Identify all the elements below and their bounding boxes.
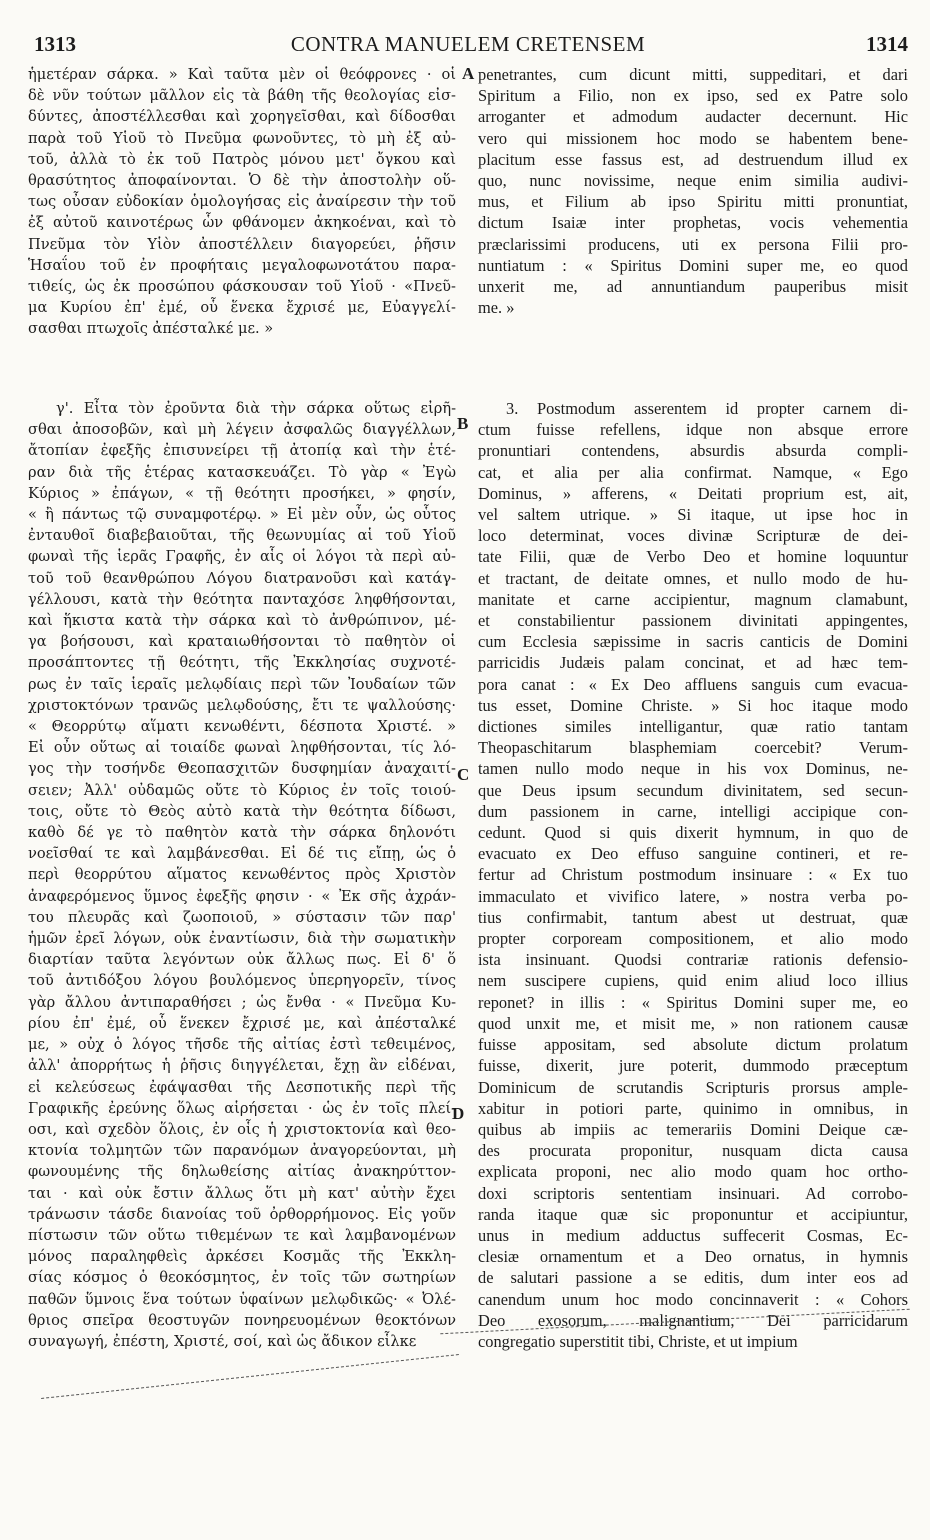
text-line: Spiritum a Filio, non ex ipso, sed ex Patre solo	[478, 86, 908, 106]
text-line: penetrantes, cum dicunt mitti, suppeditari, et dari	[478, 65, 908, 84]
text-line: Theopaschitarum blasphemiam coercebit? Verum-	[478, 738, 908, 758]
text-line: νοεῖσθαί τε καὶ λαμβάνεσθαι. Εἰ δέ τις εἴπῃ, ὡς ὁ	[28, 845, 456, 863]
text-line: εἰ κελεύσεως ἐφάψασθαι τῆς Δεσποτικῆς περὶ τῆς	[28, 1078, 456, 1096]
text-line: pronuntiari contendens, absurdis absurda compli-	[478, 441, 908, 461]
text-line: dictum Isaiæ inter prophetas, vocis vehementia	[478, 213, 908, 233]
text-line: ρως ἐν ταῖς ἱεραῖς μελῳδίαις περὶ τῶν Ἰουδαίων τῶν	[28, 675, 456, 693]
text-line: tius confirmabit, tantum abest ut destruat, quæ	[478, 907, 908, 927]
text-line: καὶ ἥκιστα κατὰ τὴν σάρκα καὶ τὸ ἀνθρώπινον, μέ-	[28, 612, 456, 630]
text-line: ραν διὰ τῆς ἑτέρας κατασκευάζει. Τὸ γὰρ « Ἐγὼ	[28, 463, 456, 481]
text-line: δύντες, ἀποστέλλεσθαι καὶ χορηγεῖσθαι, καὶ δίδοσθαι	[28, 108, 456, 126]
text-line: ται · καὶ οὐκ ἔστιν ἄλλως ὅτι μὴ κατ' αὐτὴν ἔχει	[28, 1184, 456, 1202]
text-line: διαρτίαν ταῦτα λεγόντων οὐκ ἄλλως πως. Εἰ δ' ὅ	[28, 951, 456, 969]
text-line: nem suscipere cupiens, quid enim aliud loco illius	[478, 971, 908, 991]
text-line: Πνεῦμα τὸν Υἱὸν ἀποστέλλειν διαγορεύει, ῥῆσιν	[28, 235, 456, 253]
latin-column-main	[478, 398, 908, 1352]
text-line: cedunt. Quod si quis dixerit hymnum, in quo de	[478, 823, 908, 843]
text-line: οσι, καὶ σχεδὸν ὅλοις, ἐν οἷς ἡ χριστοκτονία καὶ θεο-	[28, 1120, 456, 1138]
text-line: de salutari passione a se editis, dum inter eos ad	[478, 1268, 908, 1288]
text-line: explicata proponi, nec alio modo quam hoc ortho-	[478, 1162, 908, 1182]
text-line: γος τὴν τοσήνδε Θεοπασχιτῶν δυσφημίαν ἀναχαιτί-	[28, 760, 456, 778]
text-line: quo, nunc novissime, neque enim similia audivi-	[478, 171, 908, 191]
text-line: des procurata proponitur, nusquam dicta causa	[478, 1141, 908, 1161]
text-line: immaculato et vivifico latere, » nostra verba po-	[478, 886, 908, 906]
page-number-left: 1313	[34, 32, 76, 56]
text-line: τως οὖσαν εὐδοκίαν ὁμολογήσας εἰς ἀναίρεσιν τὴν τοῦ	[28, 193, 456, 211]
text-line: σειεν; Ἀλλ' οὐδαμῶς οὔτε τὸ Κύριος ἐν τοῖς τοιού-	[28, 781, 456, 799]
text-line: γ'. Εἶτα τὸν ἐροῦντα διὰ τὴν σάρκα οὕτως εἰρῆ-	[56, 400, 456, 417]
text-line: præclarissimi producens, uti ex persona Filii pro-	[478, 234, 908, 254]
text-line: φωναὶ τῆς ἱερᾶς Γραφῆς, ἐν αἷς οἱ λόγοι τὰ περὶ αὐ-	[28, 548, 456, 566]
text-line: 3. Postmodum asserentem id propter carnem di-	[506, 399, 908, 418]
text-line: τοῦ ἀντιδόξου λόγου βουλόμενος ὑπερηγορεῖν, τίνος	[28, 972, 456, 990]
text-line: του πλευρᾶς καὶ ζωοποιοῦ, » σύστασιν τῶν παρ'	[28, 908, 456, 926]
text-line: et tractant, de deitate omnes, et nullo modo de hu-	[478, 568, 908, 588]
text-line: γὰρ ἄλλου ἀντιπαραθήσει ; ὡς ἔνθα · « Πνεῦμα Κυ-	[28, 993, 456, 1011]
text-line: περὶ θεορρύτου αἵματος κενωθέντος πρὸς Χριστὸν	[28, 866, 456, 884]
latin-section-3	[478, 398, 908, 1352]
text-line: θριος σπεῖρα θεοστυγῶν πονηρευομένων θεοκτόνων	[28, 1311, 456, 1329]
text-line: randa itaque quæ sic proponuntur et accipiuntur,	[478, 1204, 908, 1224]
margin-marker-b: B	[457, 414, 469, 433]
text-line: unxerit me, ad annuntiandum pauperibus misit	[478, 277, 908, 297]
text-line: μα Κυρίου ἐπ' ἐμέ, οὗ ἕνεκα ἔχρισέ με, Εὐαγγελί-	[28, 299, 456, 317]
text-line: ἄτοπίαν ἐφεξῆς ἐπισυνείρει τῇ ἀτοπίᾳ καὶ τὴν ἑτέ-	[28, 442, 456, 460]
text-line: dum passionem in carne, intelligi accipique con-	[478, 801, 908, 821]
text-line: τράνωσιν τάσδε διανοίας τοῦ ὀρθορρήμονος. Εἰς γοῦν	[28, 1205, 456, 1223]
text-line: xabitur in potiori parte, quinimo in omnibus, in	[478, 1098, 908, 1118]
text-line: placitum esse fassus est, ad destruendum illud ex	[478, 149, 908, 169]
text-line: mus, et Filium ab ipso Spiritu mitti pronuntiat,	[478, 192, 908, 212]
text-line: loco determinat, voces divinæ Scripturæ de dei-	[478, 526, 908, 546]
margin-marker-a: A	[462, 64, 475, 83]
text-line: παρὰ τοῦ Υἱοῦ τὸ Πνεῦμα φωνοῦντες, τὸ μὴ ἐξ αὐ-	[28, 129, 456, 147]
running-title: CONTRA MANUELEM CRETENSEM	[290, 32, 646, 56]
text-line: παθῶν ὕμνοις ἕνα τούτων ὑφαίνων μελῳδικῶς· « Ὀλέ-	[28, 1290, 456, 1308]
text-line: τοῦ τοῦ θεανθρώπου Λόγου διατρανοῦσι καὶ κατάγ-	[28, 569, 456, 587]
text-line: γέλλουσι, κατὰ τὴν θεότητα πανταχόσε ληφθήσονται,	[28, 590, 456, 608]
text-line: propter corpoream compositionem, et alio modo	[478, 929, 908, 949]
text-line: arroganter et admodum audacter decernunt. Hic	[478, 107, 908, 127]
text-line: σίας κόσμος ὁ θεοκόσμητος, ἐν τοῖς τῶν σωτηρίων	[28, 1269, 456, 1287]
text-line: et constabilientur passionem divinitati appingentes,	[478, 611, 908, 631]
text-line: pora canat : « Ex Deo affluens sanguis cum evacua-	[478, 674, 908, 694]
text-line: ἡμῶν ἐρεῖ λόγων, οὐκ ἐναντίωσιν, διὰ τὴν σωματικὴν	[28, 930, 456, 948]
text-line: parricidis Judæis palam concinat, et ad hæc tem-	[478, 653, 908, 673]
text-line: fertur ad Christum postmodum insinuare : « Ex tuo	[478, 865, 908, 885]
text-line: ρίου ἐπ' ἐμέ, οὗ ἕνεκεν ἔχρισέ με, καὶ ἀπέσταλκέ	[28, 1014, 456, 1032]
text-line: ctum fuisse refellens, idque non absque errore	[478, 420, 908, 440]
text-line: nuntiatum : « Spiritus Domini super me, eo quod	[478, 255, 908, 275]
text-line: ἐξ αὐτοῦ καινοτέρως ὧν φθάνομεν ἀκηκοέναι, καὶ τὸ	[28, 214, 456, 232]
margin-marker-c: C	[457, 765, 470, 784]
text-line: tus esset, Domine Christe. » Si hoc itaque modo	[478, 695, 908, 715]
text-line: clesiæ ornamentum et a Deo ornatus, in hymnis	[478, 1247, 908, 1267]
text-line: « Θεορρύτῳ αἵματι κενωθέντι, δέσποτα Χριστέ. »	[28, 718, 456, 736]
text-line: σθαι ἀποσοβῶν, καὶ μὴ λέγειν ἀσφαλῶς διαγγέλλων,	[28, 421, 456, 439]
greek-column-main	[28, 398, 456, 1352]
text-line: τιθείς, ὡς ἐκ προσώπου φάσκουσαν τοῦ Υἱοῦ · «Πνεῦ-	[28, 278, 456, 296]
text-line: unus in medium adductus suffecerit Cosmas, Ec-	[478, 1225, 908, 1245]
text-line: Dominicum de scrutandis Scripturis prorsus ample-	[478, 1077, 908, 1097]
text-line: κτονία τολμητῶν τῶν παρανόμων ἀναγορεύονται, μὴ	[28, 1142, 456, 1160]
text-line: cat, et alia per alia confirmat. Namque, « Ego	[478, 462, 908, 482]
text-line: evacuato ex Deo effuso sanguine contineri, et re-	[478, 844, 908, 864]
text-line: Γραφικῆς ἐρεύνης ὅλως αἱρήσεται · ὡς ἐν τοῖς πλεί-	[28, 1099, 456, 1117]
text-line: ἀλλ' ἀπορρήτως ἡ ῥῆσις διηγγέλεται, ἔχῃ ἂν εἰδέναι,	[28, 1057, 456, 1075]
text-line: Dominus, » afferens, « Deitati proprium est, ait,	[478, 483, 908, 503]
text-line: cum Ecclesia sæpissime in sacris canticis de Domini	[478, 632, 908, 652]
margin-scribble-line-2	[41, 1354, 459, 1399]
margin-marker-d: D	[452, 1104, 465, 1123]
text-line: συναγωγή, ἐπέστη, Χριστέ, σοί, καὶ ὡς ἄδικον εἷλκε	[28, 1332, 417, 1350]
greek-column-top	[28, 64, 456, 340]
greek-section-3	[28, 398, 456, 1352]
text-line: me. »	[478, 298, 515, 318]
text-line: dictiones similes intelligantur, quæ ratio tantam	[478, 717, 908, 737]
page-header	[28, 20, 908, 60]
text-line: vero qui missionem hoc modo se habentem bene-	[478, 128, 908, 148]
text-line: doxi scriptoris sententiam insinuari. Ad corrobo-	[478, 1183, 908, 1203]
text-line: ἐνταυθοῖ διαβεβαιοῦται, τῆς θεωνυμίας αἱ τοῦ Υἱοῦ	[28, 527, 456, 545]
text-line: reponet? in illis : « Spiritus Domini super me, eo	[478, 992, 908, 1012]
text-line: canendum unum hoc modo concinnaverit : « Cohors	[478, 1289, 908, 1309]
latin-paragraph-top	[478, 64, 908, 318]
text-line: χριστοκτόνων τρανῶς μελῳδούσης, ἔτι τε ψαλλούσης·	[28, 696, 456, 714]
text-line: με, » οὐχ ὁ λόγος τῆσδε τῆς αἰτίας ἐστὶ τεθειμένος,	[28, 1036, 456, 1054]
text-line: vel saltem utrique. » Si itaque, ut ipse hoc in	[478, 505, 908, 525]
text-line: manitate et carne accipientur, magnum clamabunt,	[478, 589, 908, 609]
text-line: fuisse appositam, sed absolute dictum prolatum	[478, 1035, 908, 1055]
text-line: σασθαι πτωχοῖς ἀπέσταλκέ με. »	[28, 320, 274, 338]
text-line: προσάπτοντες τῇ θεότητι, τῆς Ἐκκλησίας συχνοτέ-	[28, 654, 456, 672]
text-line: πίστωσιν τῶν οὕτω τιθεμένων τε καὶ λαμβανομένων	[28, 1226, 456, 1244]
text-line: μόνος παραληφθεὶς ἀρκέσει Κοσμᾶς τῆς Ἐκκλη-	[28, 1248, 456, 1266]
text-line: que Deus ipsum secundum divinitatem, sed secun-	[478, 780, 908, 800]
text-line: γα βοήσουσι, καὶ κραταιωθήσονται τὸ παθητὸν οἱ	[28, 633, 456, 651]
text-line: καθὸ δέ γε τὸ παθητὸν κατὰ τὴν σάρκα δηλονότι	[28, 824, 456, 842]
text-line: quod unxit me, et misit me, » non rationem causæ	[478, 1013, 908, 1033]
page-number-right: 1314	[866, 32, 908, 56]
greek-paragraph-top	[28, 64, 456, 340]
text-line: Ἡσαΐου τοῦ ἐν προφήταις μεγαλοφωνοτάτου παρα-	[28, 256, 456, 274]
text-line: ista insinuant. Quodsi contrariæ rationis defensio-	[478, 950, 908, 970]
text-line: « ἢ πάντως τῷ συναμφοτέρῳ. » Εἰ μὲν οὖν, ὡς οὗτος	[28, 506, 456, 524]
text-line: ἡμετέραν σάρκα. » Καὶ ταῦτα μὲν οἱ θεόφρονες · οἱ	[28, 66, 456, 83]
text-line: Deo exosorum, malignantium, Dei parricidarum	[478, 1310, 908, 1330]
text-line: quibus ab impiis ac temerariis Domini Deique cæ-	[478, 1119, 908, 1139]
text-line: τοις, οὔτε τὸ Θεὸς αὐτὸ κατὰ τὴν θεότητα δίδωσι,	[28, 802, 456, 820]
text-line: fuisse, dixerit, jure poterit, dummodo præceptum	[478, 1056, 908, 1076]
text-line: ἀναφερόμενος ὕμνος ἐφεξῆς φησιν · « Ἐκ σῆς ἀχράν-	[28, 887, 456, 905]
text-line: θρασύτητος ἀποφαίνονται. Ὁ δὲ τὴν ἀποστολὴν οὕ-	[28, 172, 456, 190]
text-line: tate Filii, quæ de Verbo Deo et homine loquuntur	[478, 547, 908, 567]
text-line: tamen nullo modo neque in his vox Dominus, ne-	[478, 759, 908, 779]
text-line: δὲ νῦν τούτων μᾶλλον εἰς τὰ βάθη τῆς θεολογίας εἰσ-	[28, 87, 456, 105]
latin-column-top	[478, 64, 908, 318]
text-line: Κύριος » ἐπάγων, « τῇ θεότητι προσήκει, » φησίν,	[28, 484, 456, 502]
text-line: φωνουμένης τῆς δηλωθείσης αἰτίας ἀνακηρύττον-	[28, 1163, 456, 1181]
text-line: congregatio superstitit tibi, Christe, et ut impium	[478, 1331, 798, 1351]
text-line: τοῦ, ἀλλὰ τὸ ἐκ τοῦ Πατρὸς μόνου μετ' ὄγκου καὶ	[28, 150, 456, 168]
text-line: Εἰ οὖν οὕτως αἱ τοιαίδε φωναὶ ληφθήσονται, τίς λό-	[28, 739, 456, 757]
